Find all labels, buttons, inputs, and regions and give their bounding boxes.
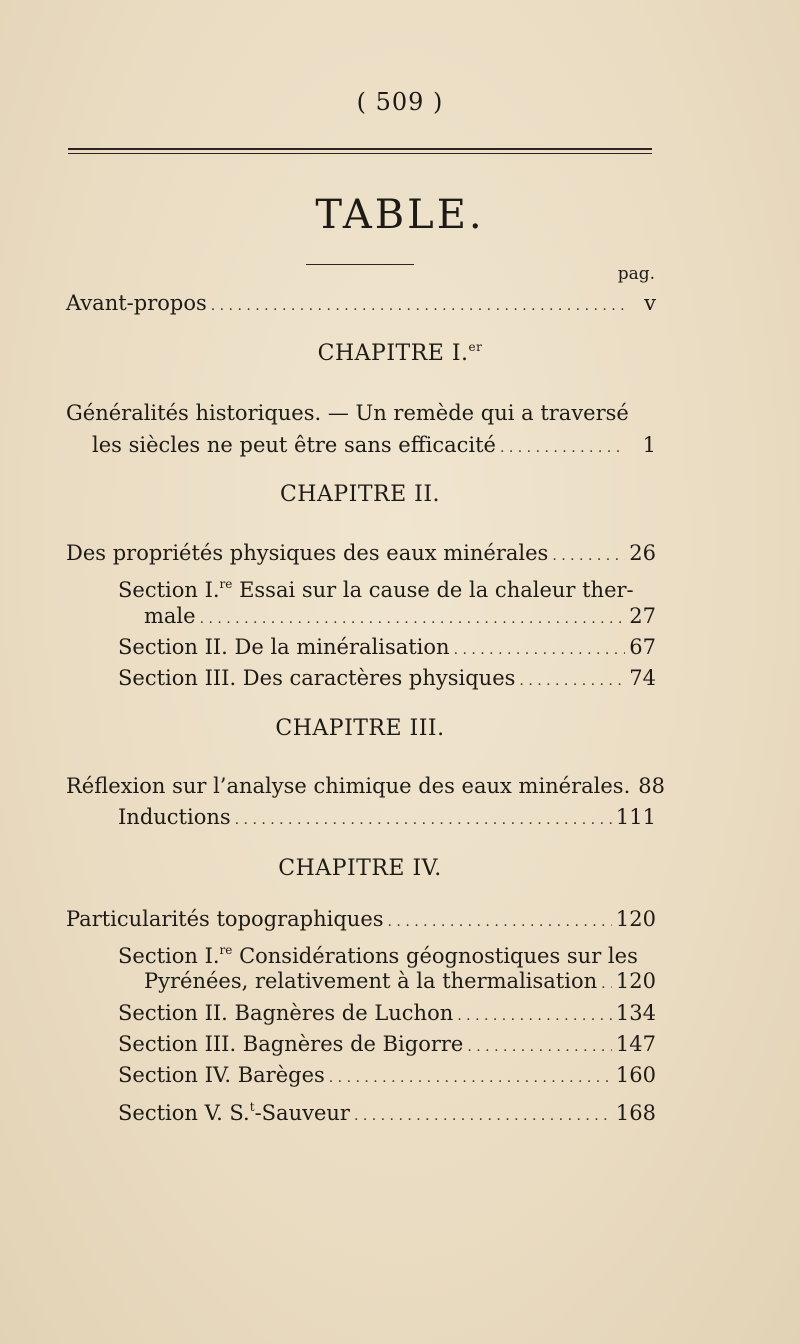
leader-dots	[519, 664, 625, 698]
title-rule	[306, 264, 414, 265]
toc-entry-label: Pyrénées, relativement à la thermalisation	[144, 969, 598, 993]
chapter-heading-1: CHAPITRE I.$^{er}$	[317, 340, 483, 366]
toc-entry-ch3-s1[interactable]	[118, 800, 656, 834]
toc-entry-page: 120	[615, 907, 656, 931]
toc-entry-label: male	[144, 604, 196, 628]
chapter-heading-4: CHAPITRE IV.	[278, 856, 442, 881]
toc-entry-label: Particularités topographiques	[66, 907, 384, 931]
leader-dots	[211, 289, 626, 323]
toc-entry-ch4[interactable]	[66, 902, 656, 936]
toc-entry-page: 27	[629, 604, 656, 628]
toc-entry-ch1-line1[interactable]: Généralités historiques. — Un remède qui a traversé	[66, 401, 629, 425]
toc-entry-ch2-s3[interactable]	[118, 661, 656, 695]
toc-entry-page: 26	[629, 541, 656, 565]
toc-entry-ch4-s1-line1[interactable]: Section I.$^{re}$ Considérations géognostiques sur les	[118, 943, 638, 968]
toc-entry-page: 160	[615, 1063, 656, 1087]
toc-entry-page: 147	[615, 1032, 656, 1056]
toc-entry-label: Inductions	[118, 805, 231, 829]
toc-entry-ch4-s5[interactable]	[118, 1090, 656, 1124]
toc-entry-page: 120	[615, 969, 656, 993]
leader-dots	[354, 1099, 612, 1133]
page-number: ( 509 )	[356, 88, 444, 116]
toc-entry-page: 67	[629, 635, 656, 659]
toc-entry-ch4-s1[interactable]	[144, 964, 656, 998]
top-rule-thin	[68, 153, 652, 154]
toc-entry-ch3[interactable]	[66, 769, 665, 803]
toc-entry-page: v	[644, 291, 656, 315]
chapter-heading-2: CHAPITRE II.	[279, 482, 441, 507]
toc-entry-page: 134	[615, 1001, 656, 1025]
toc-entry-ch2-s1-line1[interactable]: Section I.$^{re}$ Essai sur la cause de la chaleur ther-	[118, 577, 634, 602]
toc-entry-page: 1	[642, 433, 656, 457]
toc-entry-label: Section V. S.$^t$-Sauveur	[118, 1100, 350, 1125]
page-column-label: pag.	[617, 264, 655, 284]
leader-dots	[235, 803, 612, 837]
toc-entry-avant-propos[interactable]	[66, 286, 656, 320]
toc-entry-page: 168	[615, 1101, 656, 1125]
toc-entry-label: Avant-propos	[66, 291, 207, 315]
top-rule	[68, 148, 652, 150]
toc-entry-ch2-s1[interactable]	[144, 599, 656, 633]
page-title: TABLE.	[315, 192, 485, 238]
toc-entry-label: Section III. Bagnères de Bigorre	[118, 1032, 464, 1056]
toc-entry-page: 88	[638, 774, 665, 798]
toc-entry-label: Section III. Des caractères physiques	[118, 666, 516, 690]
toc-entry-ch1[interactable]	[92, 428, 656, 462]
toc-entry-page: 111	[615, 805, 656, 829]
toc-entry-page: 74	[629, 666, 656, 690]
toc-entry-label: Section II. Bagnères de Luchon	[118, 1001, 454, 1025]
toc-entry-ch4-s2[interactable]	[118, 996, 656, 1030]
toc-entry-label: les siècles ne peut être sans efficacité	[92, 433, 496, 457]
toc-entry-label: Section II. De la minéralisation	[118, 635, 450, 659]
chapter-heading-3: CHAPITRE III.	[275, 716, 445, 741]
toc-entry-ch2-s2[interactable]	[118, 630, 656, 664]
toc-entry-ch2[interactable]	[66, 536, 656, 570]
toc-entry-label: Des propriétés physiques des eaux minérales	[66, 541, 549, 565]
toc-entry-label: Réflexion sur l’analyse chimique des eaux minérales.	[66, 774, 631, 798]
toc-entry-ch4-s4[interactable]	[118, 1058, 656, 1092]
leader-dots	[500, 431, 626, 465]
toc-entry-label: Section IV. Barèges	[118, 1063, 325, 1087]
toc-entry-ch4-s3[interactable]	[118, 1027, 656, 1061]
